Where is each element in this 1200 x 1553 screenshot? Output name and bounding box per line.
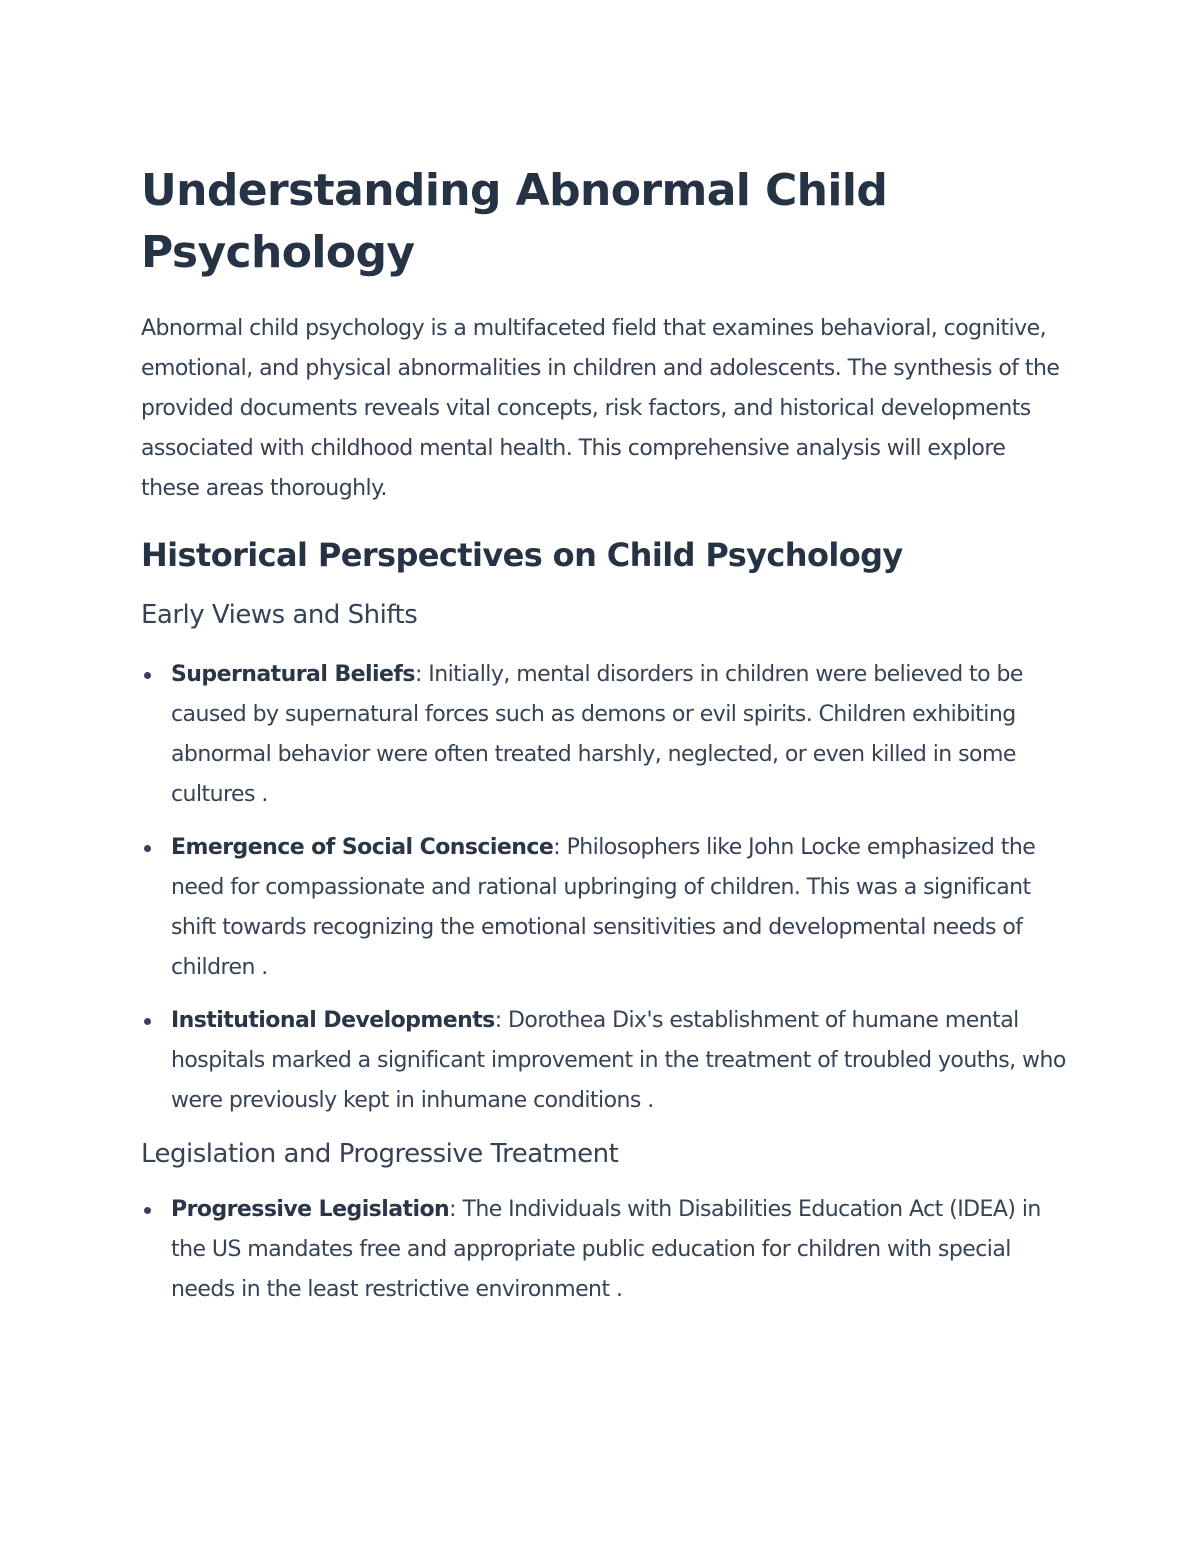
bullet-icon xyxy=(144,845,151,852)
section-heading: Historical Perspectives on Child Psychology xyxy=(141,536,903,574)
list-item-term: Supernatural Beliefs xyxy=(171,662,415,687)
list-item-text: : Philosophers like John Locke emphasized the need for compassionate and rational upbringing of children. This was a significant shift towards recognizing the emotional sensitivities and developmental needs of children . xyxy=(171,835,1036,980)
list-item xyxy=(141,1001,1066,1121)
list-item-text: : Initially, mental disorders in children were believed to be caused by supernatural forces such as demons or evil spirits. Children exhibiting abnormal behavior were often treated harshly, neglected, or even killed in some cultures . xyxy=(171,662,1023,807)
list-item xyxy=(141,828,1066,988)
list-item xyxy=(141,1190,1066,1310)
legislation-list xyxy=(141,1190,1066,1310)
document-title: Understanding Abnormal Child Psychology xyxy=(141,165,888,278)
bullet-icon xyxy=(144,1207,151,1214)
subsection-heading-legislation: Legislation and Progressive Treatment xyxy=(141,1139,619,1169)
document-page xyxy=(141,160,1066,1323)
list-item-term: Progressive Legislation xyxy=(171,1197,450,1222)
list-item-text: : Dorothea Dix's establishment of humane mental hospitals marked a significant improvement in the treatment of troubled youths, who were previously kept in inhumane conditions . xyxy=(171,1008,1066,1113)
bullet-icon xyxy=(144,672,151,679)
early-views-list xyxy=(141,655,1066,1121)
subsection-heading-early-views: Early Views and Shifts xyxy=(141,600,418,630)
list-item xyxy=(141,655,1066,815)
list-item-term: Institutional Developments xyxy=(171,1008,495,1033)
list-item-term: Emergence of Social Conscience xyxy=(171,835,554,860)
list-item-text: : The Individuals with Disabilities Education Act (IDEA) in the US mandates free and appropriate public education for children with special needs in the least restrictive environment . xyxy=(171,1197,1041,1302)
bullet-icon xyxy=(144,1018,151,1025)
intro-paragraph: Abnormal child psychology is a multifaceted field that examines behavioral, cognitive, emotional, and physical abnormalities in children and adolescents. The synthesis of the provided documents reveals vital concepts, risk factors, and historical developments associated with childhood mental health. This comprehensive analysis will explore these areas thoroughly. xyxy=(141,316,1060,501)
